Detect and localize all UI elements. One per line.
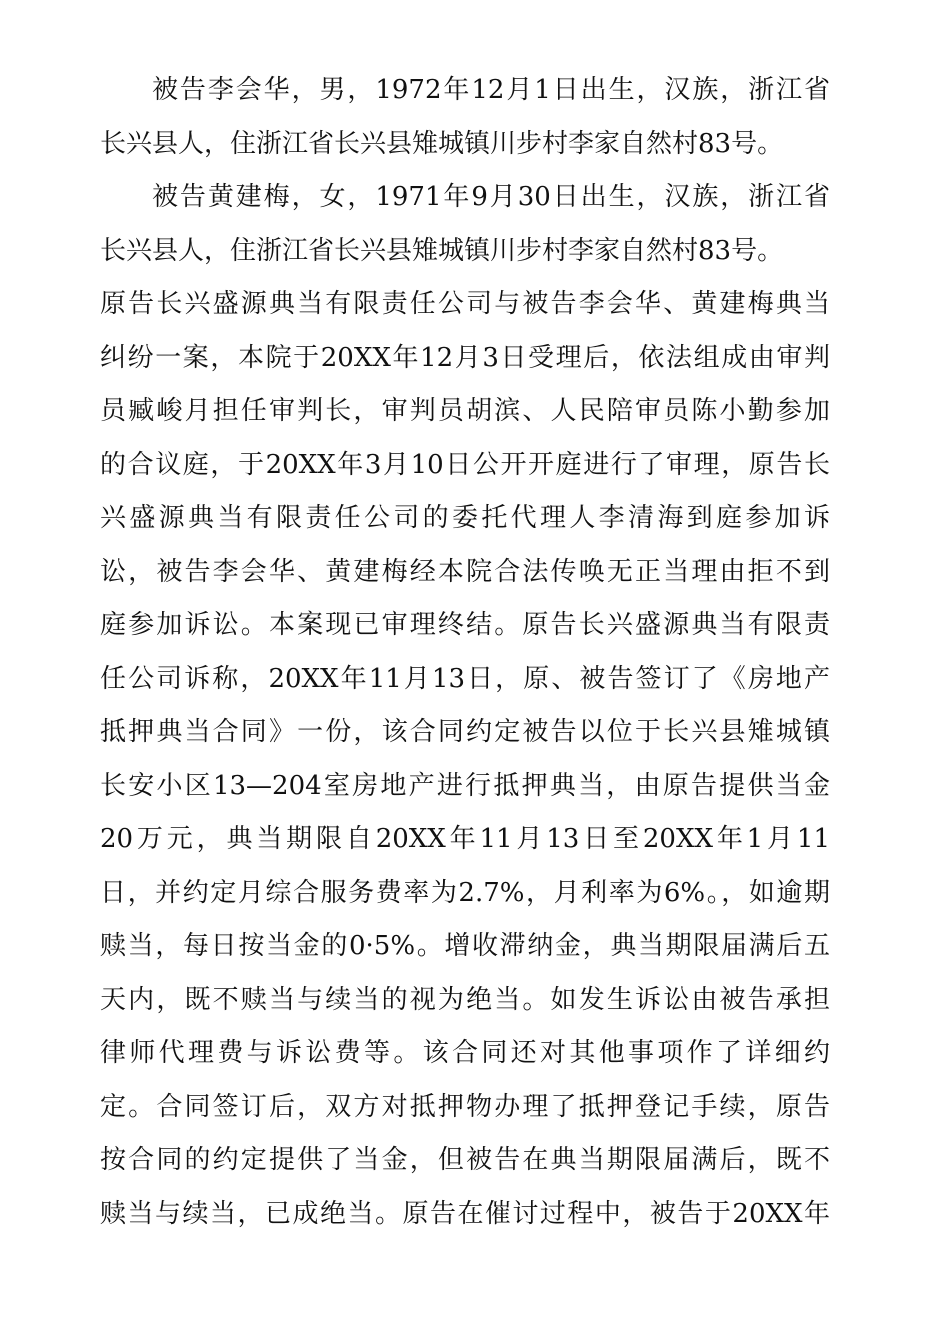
text-line-14: 长安小区13—204室房地产进行抵押典当，由原告提供当金 <box>100 770 830 801</box>
text-line-16: 日，并约定月综合服务费率为2.7%，月利率为6%。，如逾期 <box>100 877 830 908</box>
text-line-2: 长兴县人，住浙江省长兴县雉城镇川步村李家自然村83号。 <box>100 128 784 159</box>
text-line-15: 20万元，典当期限自20XX年11月13日至20XX年1月11 <box>100 824 830 854</box>
text-line-3: 被告黄建梅，女，1971年9月30日出生，汉族，浙江省 <box>152 182 830 212</box>
text-line-17: 赎当，每日按当金的0·5%。增收滞纳金，典当期限届满后五 <box>100 931 830 961</box>
text-line-18: 天内，既不赎当与续当的视为绝当。如发生诉讼由被告承担 <box>100 984 830 1015</box>
text-line-7: 员臧峻月担任审判长，审判员胡滨、人民陪审员陈小勤参加 <box>100 396 830 426</box>
document-body <box>100 64 830 1241</box>
text-line-22: 赎当与续当，已成绝当。原告在催讨过程中，被告于20XX年 <box>100 1198 830 1229</box>
text-line-13: 抵押典当合同》一份，该合同约定被告以位于长兴县雉城镇 <box>100 717 830 747</box>
text-line-20: 定。合同签订后，双方对抵押物办理了抵押登记手续，原告 <box>100 1091 830 1122</box>
text-line-19: 律师代理费与诉讼费等。该合同还对其他事项作了详细约 <box>100 1038 830 1068</box>
text-line-6: 纠纷一案，本院于20XX年12月3日受理后，依法组成由审判 <box>100 342 830 373</box>
text-line-9: 兴盛源典当有限责任公司的委托代理人李清海到庭参加诉 <box>100 503 830 533</box>
text-line-4: 长兴县人，住浙江省长兴县雉城镇川步村李家自然村83号。 <box>100 235 784 266</box>
text-line-10: 讼，被告李会华、黄建梅经本院合法传唤无正当理由拒不到 <box>100 556 830 587</box>
text-line-8: 的合议庭，于20XX年3月10日公开开庭进行了审理，原告长 <box>100 449 830 480</box>
text-line-12: 任公司诉称，20XX年11月13日，原、被告签订了《房地产 <box>100 663 830 694</box>
text-line-5: 原告长兴盛源典当有限责任公司与被告李会华、黄建梅典当 <box>100 289 830 319</box>
text-line-21: 按合同的约定提供了当金，但被告在典当期限届满后，既不 <box>100 1145 830 1175</box>
text-line-11: 庭参加诉讼。本案现已审理终结。原告长兴盛源典当有限责 <box>100 610 830 640</box>
text-line-1: 被告李会华，男，1972年12月1日出生，汉族，浙江省 <box>152 75 830 105</box>
